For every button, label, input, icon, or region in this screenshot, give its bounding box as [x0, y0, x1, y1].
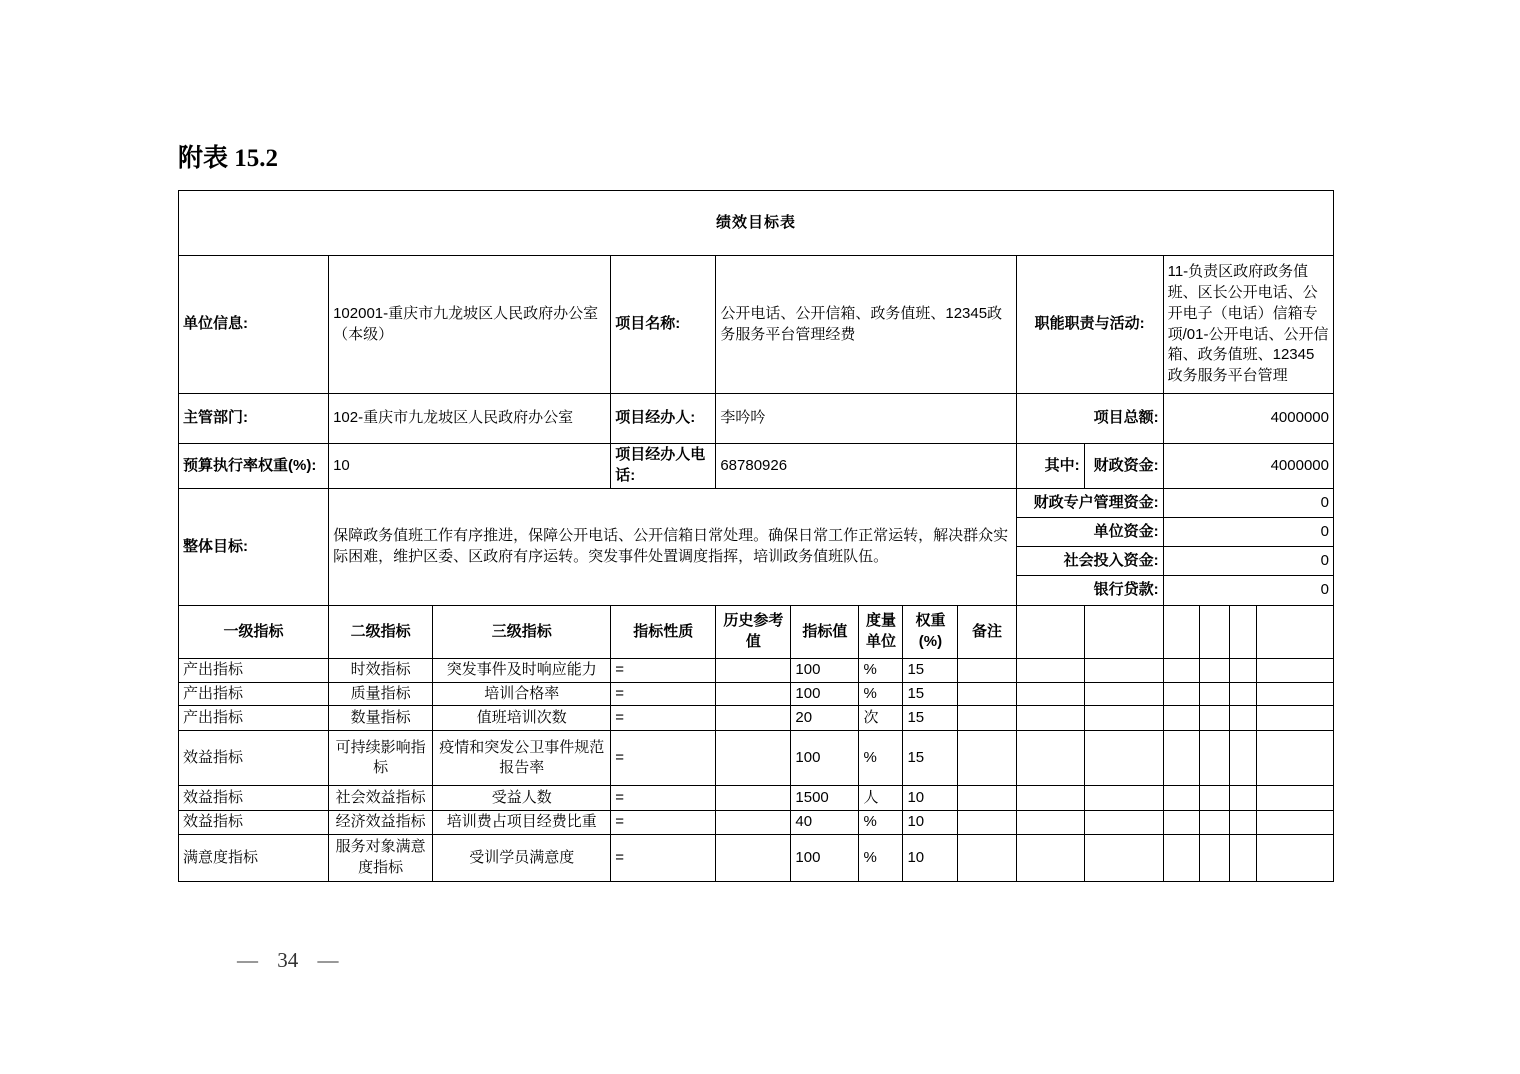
- phone-value: 68780926: [716, 444, 1016, 489]
- header-nature: 指标性质: [611, 606, 716, 659]
- empty-cell: [1199, 682, 1229, 706]
- indicator-weight: 15: [903, 682, 958, 706]
- goal-row-1: [179, 489, 1334, 518]
- bank-loan-value: 0: [1163, 576, 1333, 606]
- total-amount-label: 项目总额:: [1016, 394, 1163, 444]
- social-fund-label: 社会投入资金:: [1016, 547, 1163, 576]
- empty-cell: [1016, 682, 1084, 706]
- special-fund-value: 0: [1163, 489, 1333, 518]
- empty-cell: [1199, 706, 1229, 731]
- empty-cell: [1163, 811, 1199, 835]
- indicator-nature: =: [611, 811, 716, 835]
- empty-cell: [1084, 811, 1163, 835]
- fiscal-fund-value: 4000000: [1163, 444, 1333, 489]
- header-weight: 权重(%): [903, 606, 958, 659]
- unit-fund-value: 0: [1163, 518, 1333, 547]
- indicator-note: [958, 811, 1016, 835]
- indicator-level3: 受训学员满意度: [433, 835, 611, 882]
- empty-cell: [1163, 731, 1199, 786]
- empty-cell: [1163, 606, 1199, 659]
- indicator-history: [716, 706, 791, 731]
- indicator-history: [716, 659, 791, 683]
- empty-cell: [1163, 786, 1199, 811]
- empty-cell: [1084, 786, 1163, 811]
- indicator-value: 1500: [791, 786, 859, 811]
- phone-label: 项目经办人电话:: [611, 444, 716, 489]
- table-title-row: [179, 191, 1334, 256]
- header-unit: 度量单位: [859, 606, 903, 659]
- indicator-unit: 次: [859, 706, 903, 731]
- indicator-history: [716, 786, 791, 811]
- indicator-level3: 突发事件及时响应能力: [433, 659, 611, 683]
- empty-cell: [1084, 731, 1163, 786]
- header-level2: 二级指标: [329, 606, 433, 659]
- empty-cell: [1229, 606, 1256, 659]
- empty-cell: [1229, 786, 1256, 811]
- indicator-value: 100: [791, 835, 859, 882]
- indicator-weight: 10: [903, 835, 958, 882]
- empty-cell: [1256, 835, 1333, 882]
- indicator-weight: 15: [903, 659, 958, 683]
- indicator-level3: 培训合格率: [433, 682, 611, 706]
- table-title: 绩效目标表: [179, 191, 1334, 256]
- indicator-level2: 经济效益指标: [329, 811, 433, 835]
- indicator-note: [958, 659, 1016, 683]
- empty-cell: [1229, 811, 1256, 835]
- special-fund-label: 财政专户管理资金:: [1016, 489, 1163, 518]
- empty-cell: [1199, 835, 1229, 882]
- indicator-value: 100: [791, 659, 859, 683]
- indicator-history: [716, 682, 791, 706]
- indicator-value: 100: [791, 731, 859, 786]
- unit-fund-label: 单位资金:: [1016, 518, 1163, 547]
- indicator-value: 20: [791, 706, 859, 731]
- header-level3: 三级指标: [433, 606, 611, 659]
- indicator-history: [716, 835, 791, 882]
- indicator-value: 40: [791, 811, 859, 835]
- empty-cell: [1016, 835, 1084, 882]
- indicator-nature: =: [611, 731, 716, 786]
- empty-cell: [1229, 706, 1256, 731]
- empty-cell: [1084, 706, 1163, 731]
- indicator-row: [179, 731, 1334, 786]
- empty-cell: [1229, 659, 1256, 683]
- indicator-level1: 效益指标: [179, 786, 329, 811]
- budget-weight-label: 预算执行率权重(%):: [179, 444, 329, 489]
- project-name-value: 公开电话、公开信箱、政务值班、12345政务服务平台管理经费: [716, 256, 1016, 394]
- empty-cell: [1199, 606, 1229, 659]
- indicator-nature: =: [611, 786, 716, 811]
- empty-cell: [1084, 659, 1163, 683]
- indicator-level1: 效益指标: [179, 731, 329, 786]
- indicator-level3: 受益人数: [433, 786, 611, 811]
- empty-cell: [1084, 606, 1163, 659]
- empty-cell: [1256, 682, 1333, 706]
- empty-cell: [1199, 811, 1229, 835]
- empty-cell: [1199, 731, 1229, 786]
- indicator-weight: 10: [903, 786, 958, 811]
- empty-cell: [1199, 659, 1229, 683]
- indicator-row: [179, 706, 1334, 731]
- indicator-level2: 时效指标: [329, 659, 433, 683]
- indicator-nature: =: [611, 659, 716, 683]
- budget-weight-row: [179, 444, 1334, 489]
- manager-value: 李吟吟: [716, 394, 1016, 444]
- duty-value: 11-负责区政府政务值班、区长公开电话、公开电子（电话）信箱专项/01-公开电话、公开信箱、政务值班、12345政务服务平台管理: [1163, 256, 1333, 394]
- among-label: 其中:: [1016, 444, 1084, 489]
- empty-cell: [1016, 811, 1084, 835]
- unit-info-row: [179, 256, 1334, 394]
- empty-cell: [1229, 682, 1256, 706]
- indicator-row: [179, 682, 1334, 706]
- indicator-weight: 15: [903, 706, 958, 731]
- indicator-row: [179, 659, 1334, 683]
- page-number: — 34 —: [237, 948, 339, 972]
- empty-cell: [1163, 659, 1199, 683]
- indicator-history: [716, 811, 791, 835]
- empty-cell: [1016, 659, 1084, 683]
- empty-cell: [1163, 706, 1199, 731]
- indicator-level2: 可持续影响指标: [329, 731, 433, 786]
- indicator-unit: %: [859, 659, 903, 683]
- empty-cell: [1256, 786, 1333, 811]
- budget-weight-value: 10: [329, 444, 611, 489]
- dept-value: 102-重庆市九龙坡区人民政府办公室: [329, 394, 611, 444]
- indicator-unit: 人: [859, 786, 903, 811]
- header-value: 指标值: [791, 606, 859, 659]
- indicator-note: [958, 682, 1016, 706]
- indicator-note: [958, 706, 1016, 731]
- duty-label: 职能职责与活动:: [1016, 256, 1163, 394]
- indicator-header-row: [179, 606, 1334, 659]
- indicator-row: [179, 811, 1334, 835]
- indicator-level2: 服务对象满意度指标: [329, 835, 433, 882]
- header-history: 历史参考值: [716, 606, 791, 659]
- indicator-note: [958, 731, 1016, 786]
- empty-cell: [1016, 706, 1084, 731]
- dept-row: [179, 394, 1334, 444]
- empty-cell: [1084, 682, 1163, 706]
- empty-cell: [1256, 659, 1333, 683]
- indicator-level3: 疫情和突发公卫事件规范报告率: [433, 731, 611, 786]
- bank-loan-label: 银行贷款:: [1016, 576, 1163, 606]
- indicator-history: [716, 731, 791, 786]
- empty-cell: [1016, 606, 1084, 659]
- indicator-weight: 15: [903, 731, 958, 786]
- empty-cell: [1016, 786, 1084, 811]
- total-amount-value: 4000000: [1163, 394, 1333, 444]
- empty-cell: [1229, 835, 1256, 882]
- empty-cell: [1229, 731, 1256, 786]
- indicator-unit: %: [859, 682, 903, 706]
- indicator-note: [958, 835, 1016, 882]
- indicator-level1: 产出指标: [179, 706, 329, 731]
- empty-cell: [1084, 835, 1163, 882]
- indicator-level3: 值班培训次数: [433, 706, 611, 731]
- indicator-unit: %: [859, 835, 903, 882]
- indicator-level1: 满意度指标: [179, 835, 329, 882]
- empty-cell: [1163, 682, 1199, 706]
- indicator-level1: 产出指标: [179, 682, 329, 706]
- empty-cell: [1256, 811, 1333, 835]
- indicator-nature: =: [611, 835, 716, 882]
- empty-cell: [1163, 835, 1199, 882]
- project-name-label: 项目名称:: [611, 256, 716, 394]
- indicator-row: [179, 786, 1334, 811]
- indicator-level1: 产出指标: [179, 659, 329, 683]
- indicator-level2: 数量指标: [329, 706, 433, 731]
- indicator-note: [958, 786, 1016, 811]
- social-fund-value: 0: [1163, 547, 1333, 576]
- unit-info-label: 单位信息:: [179, 256, 329, 394]
- overall-goal-value: 保障政务值班工作有序推进，保障公开电话、公开信箱日常处理。确保日常工作正常运转，解决群众实际困难，维护区委、区政府有序运转。突发事件处置调度指挥，培训政务值班队伍。: [329, 489, 1016, 606]
- indicator-nature: =: [611, 682, 716, 706]
- header-note: 备注: [958, 606, 1016, 659]
- indicator-row: [179, 835, 1334, 882]
- indicator-unit: %: [859, 731, 903, 786]
- empty-cell: [1256, 606, 1333, 659]
- indicator-value: 100: [791, 682, 859, 706]
- overall-goal-label: 整体目标:: [179, 489, 329, 606]
- indicator-nature: =: [611, 706, 716, 731]
- header-level1: 一级指标: [179, 606, 329, 659]
- dept-label: 主管部门:: [179, 394, 329, 444]
- indicator-level3: 培训费占项目经费比重: [433, 811, 611, 835]
- empty-cell: [1016, 731, 1084, 786]
- manager-label: 项目经办人:: [611, 394, 716, 444]
- empty-cell: [1199, 786, 1229, 811]
- unit-info-value: 102001-重庆市九龙坡区人民政府办公室（本级）: [329, 256, 611, 394]
- indicator-level1: 效益指标: [179, 811, 329, 835]
- page-title: 附表 15.2: [178, 145, 279, 172]
- indicator-weight: 10: [903, 811, 958, 835]
- indicator-level2: 质量指标: [329, 682, 433, 706]
- indicator-level2: 社会效益指标: [329, 786, 433, 811]
- empty-cell: [1256, 706, 1333, 731]
- fiscal-fund-label: 财政资金:: [1084, 444, 1163, 489]
- indicator-unit: %: [859, 811, 903, 835]
- empty-cell: [1256, 731, 1333, 786]
- performance-target-table: [178, 190, 1334, 882]
